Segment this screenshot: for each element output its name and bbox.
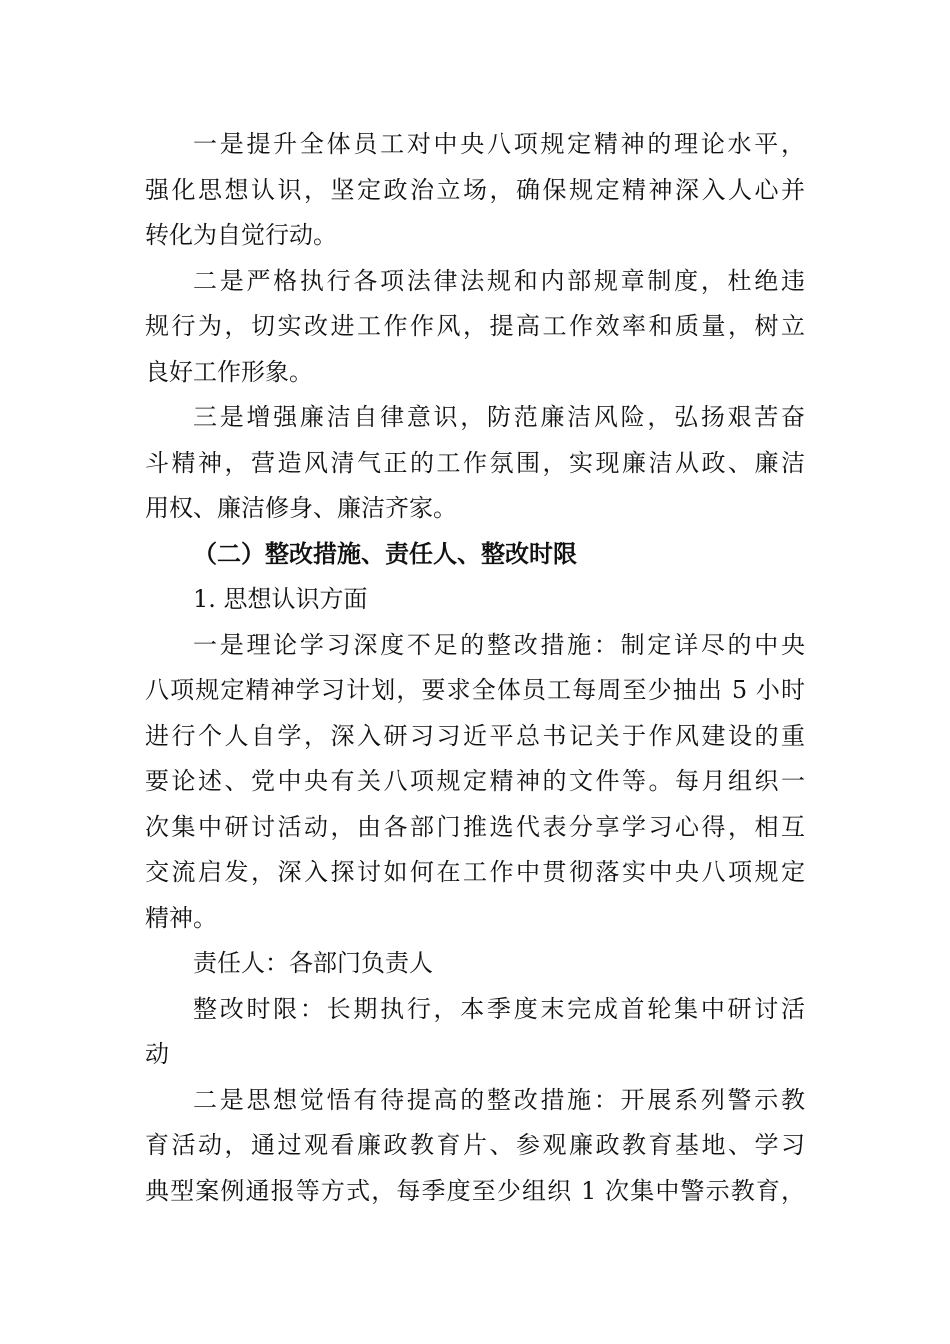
document-body — [145, 122, 805, 1214]
text-line: 强化思想认识，坚定政治立场，确保规定精神深入人心并 — [145, 175, 805, 204]
text-line: 三是增强廉洁自律意识，防范廉洁风险，弘扬艰苦奋 — [193, 403, 805, 431]
text-line: 要论述、党中央有关八项规定精神的文件等。每月组织一 — [145, 767, 805, 795]
paragraph-goal-1 — [145, 122, 805, 259]
text-line: 用权、廉洁修身、廉洁齐家。 — [145, 494, 457, 522]
paragraph-goal-2 — [145, 259, 805, 396]
text-line: 精神。 — [145, 903, 217, 932]
text-line: 进行个人自学，深入研习习近平总书记关于作风建设的重 — [145, 721, 805, 750]
text-line: 规行为，切实改进工作作风，提高工作效率和质量，树立 — [145, 312, 805, 340]
paragraph-measure-2 — [145, 1078, 805, 1215]
text-line: 八项规定精神学习计划，要求全体员工每周至少抽出 5 小时 — [145, 676, 805, 704]
text-line: 二是严格执行各项法律法规和内部规章制度，杜绝违 — [193, 266, 805, 295]
text-line: 育活动，通过观看廉政教育片、参观廉政教育基地、学习 — [145, 1131, 805, 1159]
subsection-heading: 1. 思想认识方面 — [193, 585, 368, 613]
text-line: 次集中研讨活动，由各部门推选代表分享学习心得，相互 — [145, 812, 805, 841]
rectification-deadline — [145, 987, 805, 1078]
text-line: 转化为自觉行动。 — [145, 221, 337, 249]
text-line: 二是思想觉悟有待提高的整改措施：开展系列警示教 — [193, 1085, 805, 1114]
text-line: 斗精神，营造风清气正的工作氛围，实现廉洁从政、廉洁 — [145, 448, 805, 477]
text-line: 交流启发，深入探讨如何在工作中贯彻落实中央八项规定 — [145, 858, 805, 886]
paragraph-goal-3 — [145, 395, 805, 532]
text-line: 动 — [145, 1040, 169, 1068]
paragraph-measure-1 — [145, 623, 805, 942]
text-line: 整改时限：长期执行，本季度末完成首轮集中研讨活 — [193, 994, 805, 1023]
text-line: 一是提升全体员工对中央八项规定精神的理论水平， — [193, 130, 805, 158]
text-line: 一是理论学习深度不足的整改措施：制定详尽的中央 — [193, 630, 805, 659]
section-heading: （二）整改措施、责任人、整改时限 — [193, 539, 577, 568]
text-line: 良好工作形象。 — [145, 357, 313, 386]
responsible-person: 责任人：各部门负责人 — [193, 949, 433, 977]
text-line: 典型案例通报等方式，每季度至少组织 1 次集中警示教育， — [145, 1176, 805, 1205]
